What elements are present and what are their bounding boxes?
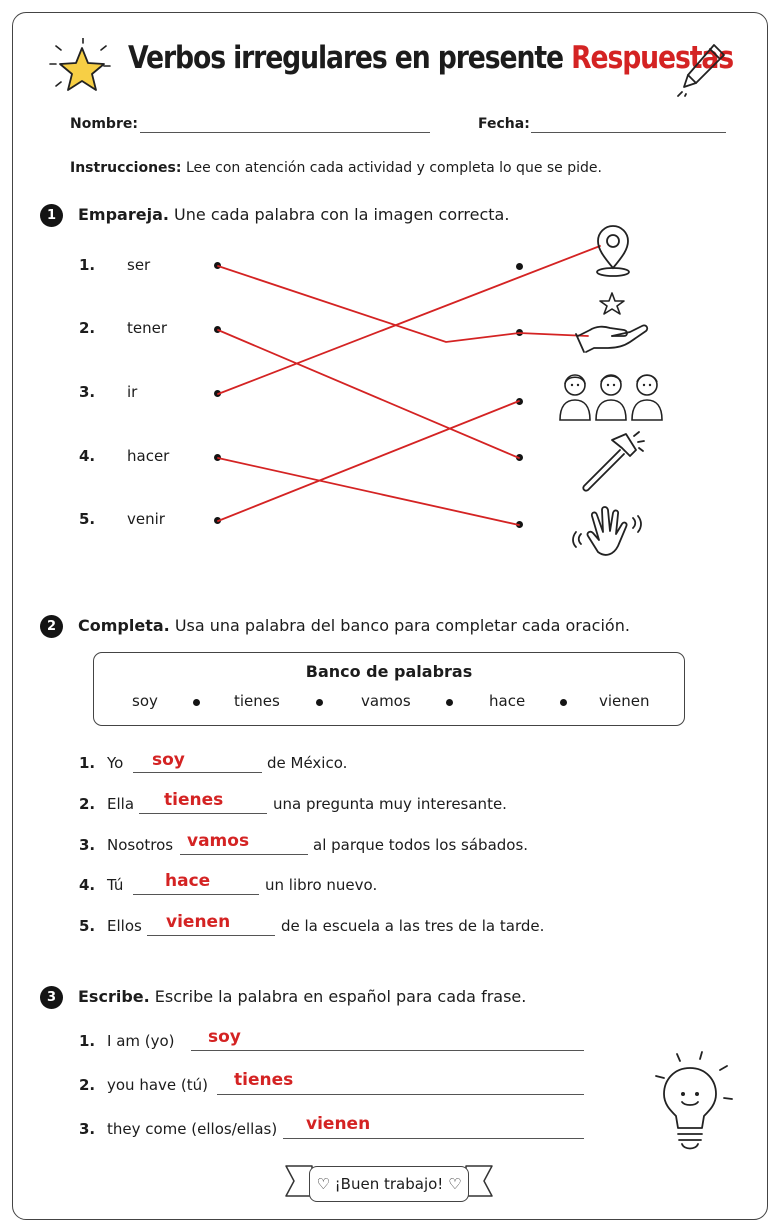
word-bank — [93, 652, 685, 726]
bank-separator-dot — [316, 699, 323, 706]
hammer-icon — [576, 430, 646, 494]
sentence-blank[interactable] — [133, 772, 262, 773]
match-item-number: 5. — [79, 510, 96, 528]
sentence-answer: soy — [152, 750, 185, 770]
sentence-blank[interactable] — [147, 935, 275, 936]
sentence-after: de la escuela a las tres de la tarde. — [281, 917, 545, 935]
write-answer-line[interactable] — [283, 1138, 584, 1139]
sentence-answer: tienes — [164, 790, 224, 810]
match-item-number: 4. — [79, 447, 96, 465]
write-item-prompt: you have (tú) — [107, 1076, 208, 1094]
bank-word-hace: hace — [489, 692, 526, 710]
section-2-badge: 2 — [40, 615, 63, 638]
match-word-hacer: hacer — [127, 447, 170, 465]
location-pin-icon — [588, 222, 638, 280]
match-line-ser — [218, 266, 588, 342]
bank-separator-dot — [446, 699, 453, 706]
write-answer: tienes — [234, 1070, 294, 1090]
heart-icon: ♡ — [448, 1175, 462, 1193]
write-item-number: 2. — [79, 1076, 96, 1094]
sentence-before: Ella — [107, 795, 135, 813]
match-word-ser: ser — [127, 256, 151, 274]
sentence-before: Yo — [107, 754, 124, 772]
section-2-heading — [78, 616, 630, 635]
sentence-before: Ellos — [107, 917, 142, 935]
sentence-number: 3. — [79, 836, 96, 854]
match-word-tener: tener — [127, 319, 168, 337]
match-line-tener — [218, 330, 519, 458]
match-line-hacer — [218, 458, 519, 525]
bank-word-soy: soy — [132, 692, 158, 710]
good-job-text: ¡Buen trabajo! — [334, 1175, 444, 1193]
write-answer: vienen — [306, 1114, 371, 1134]
sentence-number: 5. — [79, 917, 96, 935]
sentence-answer: vienen — [166, 912, 231, 932]
sentence-blank[interactable] — [139, 813, 267, 814]
group-of-people-icon — [556, 370, 668, 422]
sentence-blank[interactable] — [180, 854, 308, 855]
hand-holding-star-icon — [572, 290, 652, 356]
bank-word-vamos: vamos — [361, 692, 411, 710]
instructions-label: Instrucciones: — [70, 160, 182, 176]
match-item-number: 1. — [79, 256, 96, 274]
section-1-title: Empareja. — [78, 205, 169, 224]
match-line-venir — [218, 401, 519, 521]
sentence-number: 2. — [79, 795, 96, 813]
heart-icon: ♡ — [316, 1175, 330, 1193]
bank-separator-dot — [193, 699, 200, 706]
write-answer: soy — [208, 1027, 241, 1047]
section-1-badge: 1 — [40, 204, 63, 227]
section-3-instructions: Escribe la palabra en español para cada frase. — [154, 987, 527, 1006]
match-line-ir — [218, 246, 600, 394]
section-2-title: Completa. — [78, 616, 170, 635]
write-answer-line[interactable] — [217, 1094, 584, 1095]
sentence-after: de México. — [267, 754, 348, 772]
light-bulb-icon — [650, 1048, 736, 1152]
section-1-instructions: Une cada palabra con la imagen correcta. — [174, 205, 510, 224]
sentence-blank[interactable] — [133, 894, 259, 895]
match-item-number: 3. — [79, 383, 96, 401]
title-answers-text: Respuestas — [571, 40, 734, 76]
matching-lines — [0, 0, 784, 600]
sentence-before: Tú — [107, 876, 124, 894]
date-label: Fecha: — [478, 116, 530, 132]
word-bank-title: Banco de palabras — [305, 662, 473, 681]
bank-separator-dot — [560, 699, 567, 706]
sentence-number: 4. — [79, 876, 96, 894]
write-item-prompt: I am (yo) — [107, 1032, 175, 1050]
section-3-badge: 3 — [40, 986, 63, 1009]
section-3-heading — [78, 987, 526, 1006]
bank-word-tienes: tienes — [234, 692, 280, 710]
section-3-title: Escribe. — [78, 987, 150, 1006]
write-item-number: 3. — [79, 1120, 96, 1138]
write-item-prompt: they come (ellos/ellas) — [107, 1120, 278, 1138]
match-word-ir: ir — [127, 383, 138, 401]
write-answer-line[interactable] — [191, 1050, 584, 1051]
write-item-number: 1. — [79, 1032, 96, 1050]
name-label: Nombre: — [70, 116, 138, 132]
waving-hand-icon — [572, 502, 648, 562]
sentence-after: al parque todos los sábados. — [313, 836, 529, 854]
sentence-number: 1. — [79, 754, 96, 772]
match-item-number: 2. — [79, 319, 96, 337]
sentence-after: una pregunta muy interesante. — [273, 795, 507, 813]
sentence-before: Nosotros — [107, 836, 174, 854]
sentence-answer: vamos — [187, 831, 250, 851]
sentence-after: un libro nuevo. — [265, 876, 378, 894]
match-word-venir: venir — [127, 510, 165, 528]
instructions-text: Lee con atención cada actividad y completa lo que se pide. — [185, 160, 602, 176]
bank-word-vienen: vienen — [599, 692, 650, 710]
sentence-answer: hace — [165, 871, 211, 891]
title-main-text: Verbos irregulares en presente — [128, 40, 563, 76]
good-job-banner — [309, 1166, 469, 1202]
section-2-instructions: Usa una palabra del banco para completar cada oración. — [174, 616, 630, 635]
